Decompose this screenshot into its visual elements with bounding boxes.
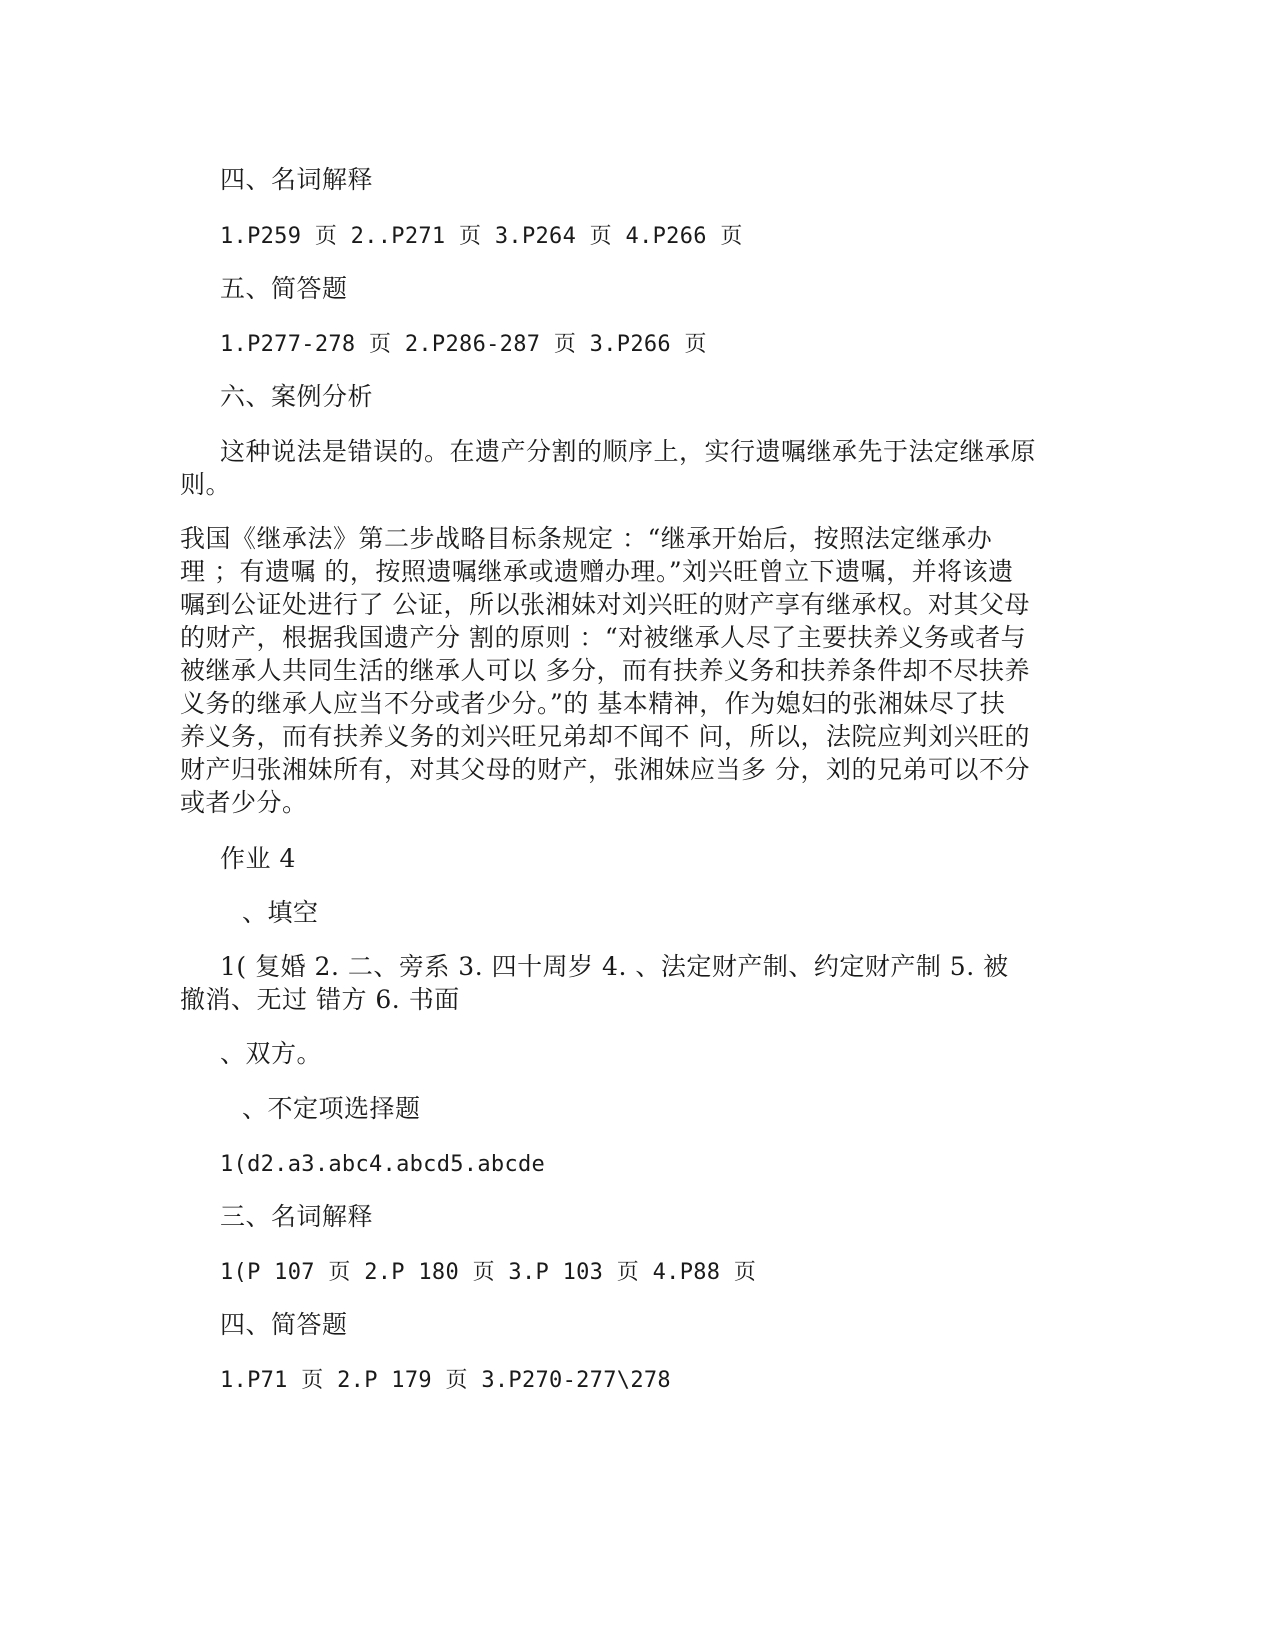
- paragraph-line: 这种说法是错误的。在遗产分割的顺序上，实行遗嘱继承先于法定继承原: [220, 437, 1037, 466]
- paragraph-line: 则。: [180, 470, 232, 499]
- answer-line: 1.P259 页 2..P271 页 3.P264 页 4.P266 页: [220, 224, 743, 249]
- paragraph-line: 养义务，而有扶养义务的刘兴旺兄弟却不闻不 问，所以，法院应判刘兴旺的: [180, 722, 1030, 751]
- heading-case-analysis: 六、案例分析: [220, 382, 374, 411]
- heading-multiple-choice: 、不定项选择题: [242, 1094, 421, 1123]
- paragraph-line: 财产归张湘妹所有，对其父母的财产，张湘妹应当多 分，刘的兄弟可以不分: [180, 755, 1030, 784]
- heading-short-answer: 五、简答题: [220, 274, 348, 303]
- answer-line: 1(d2.a3.abc4.abcd5.abcde: [220, 1152, 546, 1177]
- paragraph-line: 嘱到公证处进行了 公证，所以张湘妹对刘兴旺的财产享有继承权。对其父母: [180, 590, 1030, 619]
- paragraph-line: 理 ；有遗嘱 的，按照遗嘱继承或遗赠办理。”刘兴旺曾立下遗嘱，并将该遗: [180, 557, 1014, 586]
- heading-short-answer-2: 四、简答题: [220, 1310, 348, 1339]
- paragraph-line: 我国《继承法》第二步战略目标条规定 ：“继承开始后，按照法定继承办: [180, 524, 993, 553]
- heading-noun-explanation-2: 三、名词解释: [220, 1202, 374, 1231]
- answer-line: 、双方。: [220, 1039, 323, 1068]
- paragraph-line: 义务的继承人应当不分或者少分。”的 基本精神，作为媳妇的张湘妹尽了扶: [180, 689, 1006, 718]
- heading-fill-in: 、填空: [242, 898, 319, 927]
- answer-line: 1.P71 页 2.P 179 页 3.P270-277\278: [220, 1368, 671, 1393]
- paragraph-line: 被继承人共同生活的继承人可以 多分，而有扶养义务和扶养条件却不尽扶养: [180, 656, 1030, 685]
- answer-line: 撤消、无过 错方 6. 书面: [180, 985, 460, 1014]
- heading-noun-explanation: 四、名词解释: [220, 165, 374, 194]
- answer-line: 1(P 107 页 2.P 180 页 3.P 103 页 4.P88 页: [220, 1260, 757, 1285]
- paragraph-line: 或者少分。: [180, 788, 308, 817]
- answer-line: 1.P277-278 页 2.P286-287 页 3.P266 页: [220, 332, 707, 357]
- paragraph-line: 的财产，根据我国遗产分 割的原则 ：“对被继承人尽了主要扶养义务或者与: [180, 623, 1027, 652]
- heading-homework-4: 作业 4: [220, 844, 296, 873]
- answer-line: 1( 复婚 2. 二、旁系 3. 四十周岁 4. 、法定财产制、约定财产制 5. 被: [220, 952, 1009, 981]
